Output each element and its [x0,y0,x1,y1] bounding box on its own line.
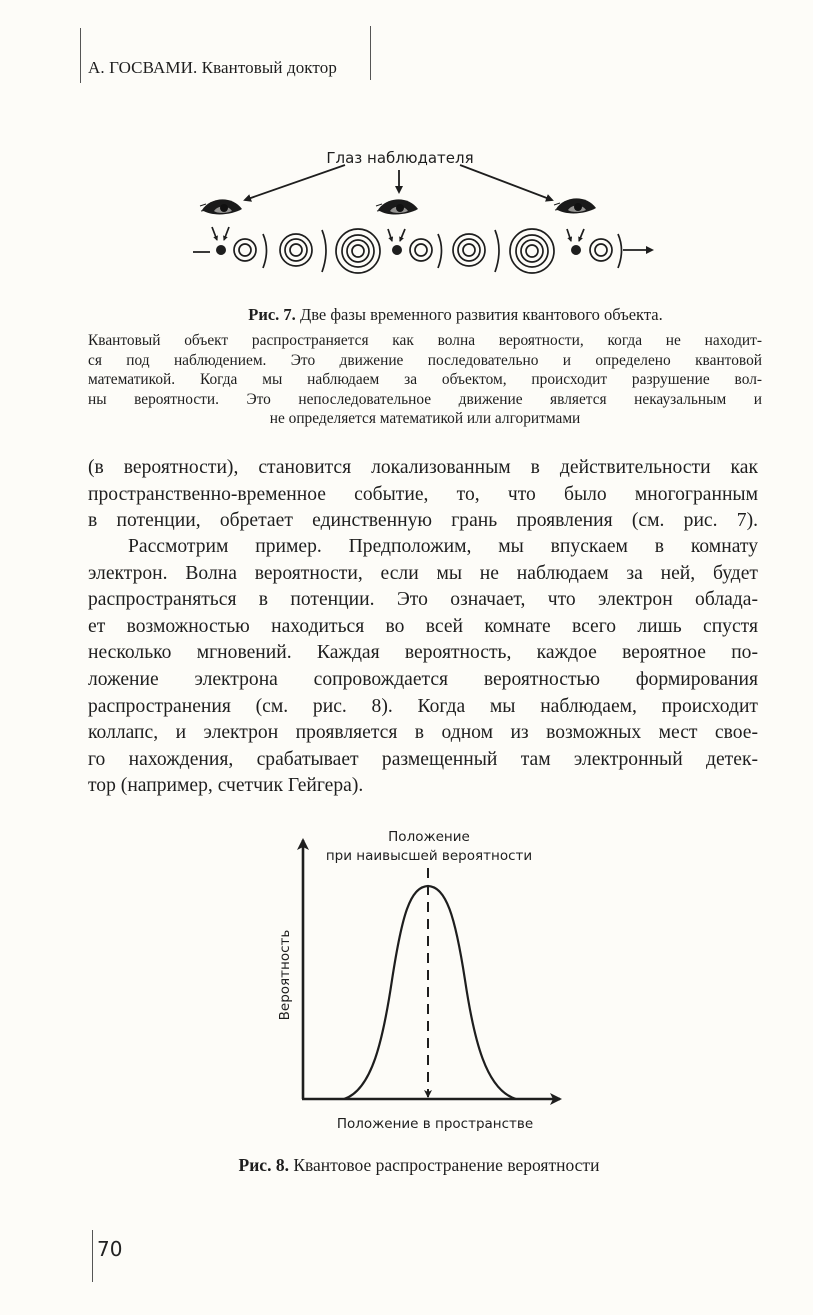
text-line: электрон. Волна вероятности, если мы не наблюдаем за ней, будет [88,562,758,584]
text-line: в потенции, обретает единственную грань проявления (см. рис. 7). [88,510,758,532]
text-line: (в вероятности), становится локализованным в действительности как [88,457,758,478]
text-line: Рассмотрим пример. Предположим, мы впускаем в комнату [128,536,758,557]
peak-label-line-1: Положение [388,829,470,845]
text-line: распространяться в потенции. Это означает, что электрон облада- [88,589,758,611]
observer-arrow-left [245,165,345,200]
running-head-right-rule [370,26,371,80]
text-line: распространения (см. рис. 8). Когда мы наблюдаем, происходит [88,695,758,717]
eye-icon [376,199,418,214]
figure-7-title: Две фазы временного развития квантового объекта. [299,305,663,324]
caption-line: ны вероятности. Это непоследовательное движение является некаузальным и [88,390,762,408]
text-line: коллапс, и электрон проявляется в одном из возможных мест свое- [88,722,758,744]
probability-curve [344,886,516,1099]
figure-8-caption [0,1155,813,1176]
text-line: го нахождения, срабатывает размещенный там электронный детек- [88,748,758,770]
eye-icon [200,199,242,214]
probability-wave-row [193,227,652,273]
figure-8-diagram [0,820,813,1140]
page-number: 70 [97,1237,123,1261]
text-line: ет возможностью находиться во всей комнате всего лишь спустя [88,615,758,637]
peak-label-line-2: при наивысшей вероятности [325,848,533,864]
figure-7-caption-body [88,331,762,429]
figure-7-illustration [0,130,813,290]
text-line: тор (например, счетчик Гейгера). [88,775,364,797]
eye-icon [554,198,596,213]
caption-line: Квантовый объект распространяется как волна вероятности, когда не находит- [88,332,762,349]
text-line: пространственно-временное событие, то, что было многогранным [88,483,758,505]
page-number-rule [92,1230,93,1282]
figure-7-number: Рис. 7. [248,305,296,324]
caption-line: математикой. Когда мы наблюдаем за объектом, происходит разрушение вол- [88,371,762,388]
running-head-title: Квантовый доктор [201,58,337,77]
figure-8-number: Рис. 8. [238,1155,289,1175]
running-head-left-rule [80,28,81,83]
caption-line: ся под наблюдением. Это движение последовательно и определено квантовой [88,351,762,369]
x-axis-label: Положение в пространстве [336,1116,534,1132]
running-head [88,58,337,78]
observer-arrow-right [460,165,552,200]
caption-line: не определяется математикой или алгоритмами [269,410,581,427]
figure-8-title: Квантовое распространение вероятности [293,1155,600,1175]
running-head-author: А. ГОСВАМИ. [88,58,198,77]
observer-label: Глаз наблюдателя [326,149,474,167]
paragraph-2 [88,534,758,800]
y-axis-label: Вероятность [277,929,293,1021]
figure-7-caption-title [0,305,813,325]
text-line: ложение электрона сопровождается вероятностью формирования [88,668,758,690]
paragraph-1 [88,455,758,535]
text-line: несколько мгновений. Каждая вероятность, каждое вероятное по- [88,642,758,664]
